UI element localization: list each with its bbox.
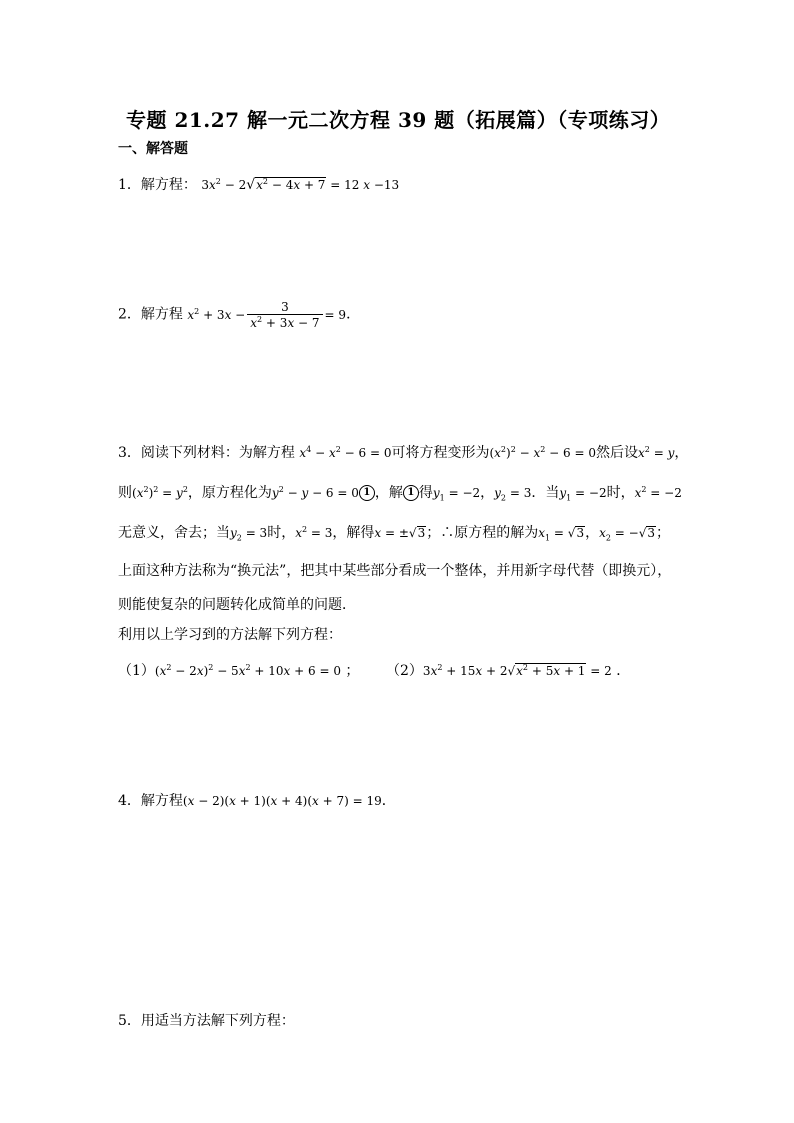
question-3-text-then: 则 — [118, 485, 132, 501]
eq-x1: $x_1 = √3$ — [538, 526, 585, 543]
part-1-label: （1） — [118, 663, 155, 679]
eq-x2: $x_2 = -√3$ — [599, 526, 655, 543]
question-3-text-solution: ；∴原方程的解为 — [426, 525, 539, 541]
eq-y2-cond: $y_2 = 3$ — [230, 526, 268, 543]
question-1 — [118, 174, 399, 194]
question-3-number: 3． — [118, 445, 141, 461]
eq-substitution: $x^2 = y$ — [638, 445, 675, 460]
question-3-intro: 阅读下列材料：为解方程 — [140, 445, 295, 461]
question-3-text-solved: ，解得 — [332, 525, 375, 541]
eq-y1-cond: $y_1 = -2$ — [559, 486, 607, 503]
eq-y2: $y_2 = 3$ — [494, 486, 532, 503]
question-3-part-2: $(2)3x^2 + 15x + 2√x^2 + 5x + 1 = 2$ ． — [386, 663, 631, 679]
question-4 — [118, 790, 396, 810]
question-3-text-get: 得 — [418, 485, 433, 501]
section-heading: 一、解答题 — [118, 141, 188, 157]
eq-x-pm: x = ±√3 — [374, 526, 426, 540]
circled-number-1: 1 — [359, 485, 375, 501]
question-2-number: 2． — [118, 306, 141, 323]
question-4-equation: (x − 2)(x + 1)(x + 4)(x + 7) = 19 — [182, 794, 382, 808]
question-3-line-3: 无意义，舍去；当$y_2 = 3$时，$x^2 = 3$，解得x = ±√3；∴原方程的解为$x_1 = √3$，$x_2 = -√3$； — [118, 525, 670, 543]
circled-number-1-ref: 1 — [403, 485, 419, 501]
question-3-text-discard: 无意义，舍去；当 — [118, 525, 230, 541]
question-2-equation: $x^2 + 3x$ − $\frac{3}{x^2 + 3x - 7}$ = 9 — [187, 300, 347, 330]
part-1-equation: $(x^2 - 2x)^2 - 5x^2 + 10x + 6 = 0$ — [154, 663, 341, 678]
question-3-part-1: $(1)(x^2 - 2x)^2 - 5x^2 + 10x + 6 = 0$ ； — [118, 663, 360, 679]
question-3-line-5: 则能使复杂的问题转化成简单的问题． — [118, 597, 356, 613]
question-1-equation: $3x^2 - 2√x^2 - 4x + 7 = 12$ x −13 — [201, 177, 400, 193]
question-4-tail: ． — [381, 793, 396, 809]
question-3-transform-text: 可将方程变形为 — [391, 445, 490, 461]
question-3-line-4: 上面这种方法称为“换元法”，把其中某些部分看成一个整体，并用新字母代替（即换元）， — [118, 563, 672, 579]
eq-x2-3: $x^2 = 3$ — [295, 525, 333, 540]
question-4-text: 解方程 — [140, 793, 183, 809]
question-3-line-2: 则$(x^2)^2 = y^2$，原方程化为$y^2 - y - 6 = 0$ 1 ，解 1 得$y_1 = -2$，$y_2 = 3$．当$y_1 = -2$时，$x^2 = -2$ — [118, 485, 682, 503]
question-3-text-time: 时， — [606, 485, 635, 501]
question-1-number: 1． — [118, 177, 141, 193]
eq-y-quadratic: $y^2 - y - 6 = 0$ — [271, 485, 359, 500]
part-2-equation: $3x^2 + 15x + 2√x^2 + 5x + 1 = 2$ — [422, 663, 612, 678]
question-2 — [118, 300, 360, 330]
question-4-number: 4． — [118, 793, 141, 809]
question-3-text-solve: ，解 — [374, 485, 403, 501]
eq-x2-neg: $x^2 = -2$ — [634, 485, 682, 500]
part-2-label: （2） — [386, 663, 423, 679]
question-3-text-time-2: 时， — [267, 525, 296, 541]
question-3-set-text: 然后设 — [596, 445, 638, 461]
question-3-text-becomes: ，原方程化为 — [187, 485, 272, 501]
eq-sub-square: $(x^2)^2 = y^2$ — [132, 485, 188, 500]
question-3-line-1: 3．阅读下列材料：为解方程 $x^4 - x^2 - 6 = 0$可将方程变形为$(x^2)^2 - x^2 - 6 = 0$然后设$x^2 = y$， — [118, 445, 689, 461]
question-2-tail: ． — [346, 306, 361, 323]
question-1-text: 解方程： — [140, 177, 197, 193]
question-2-text: 解方程 — [140, 306, 183, 323]
question-5-text: 用适当方法解下列方程： — [140, 1013, 295, 1029]
question-5-number: 5． — [118, 1013, 141, 1029]
eq-original: $x^4 - x^2 - 6 = 0$ — [299, 445, 392, 460]
page-title: 专题 21.27 解一元二次方程 39 题（拓展篇）（专项练习） — [126, 108, 671, 132]
question-3-line-6: 利用以上学习到的方法解下列方程： — [118, 627, 342, 643]
eq-y1: $y_1 = -2$ — [432, 486, 481, 503]
question-3-text-when: ．当 — [531, 485, 560, 501]
question-5 — [118, 1010, 295, 1030]
eq-transformed: $(x^2)^2 - x^2 - 6 = 0$ — [489, 445, 596, 460]
